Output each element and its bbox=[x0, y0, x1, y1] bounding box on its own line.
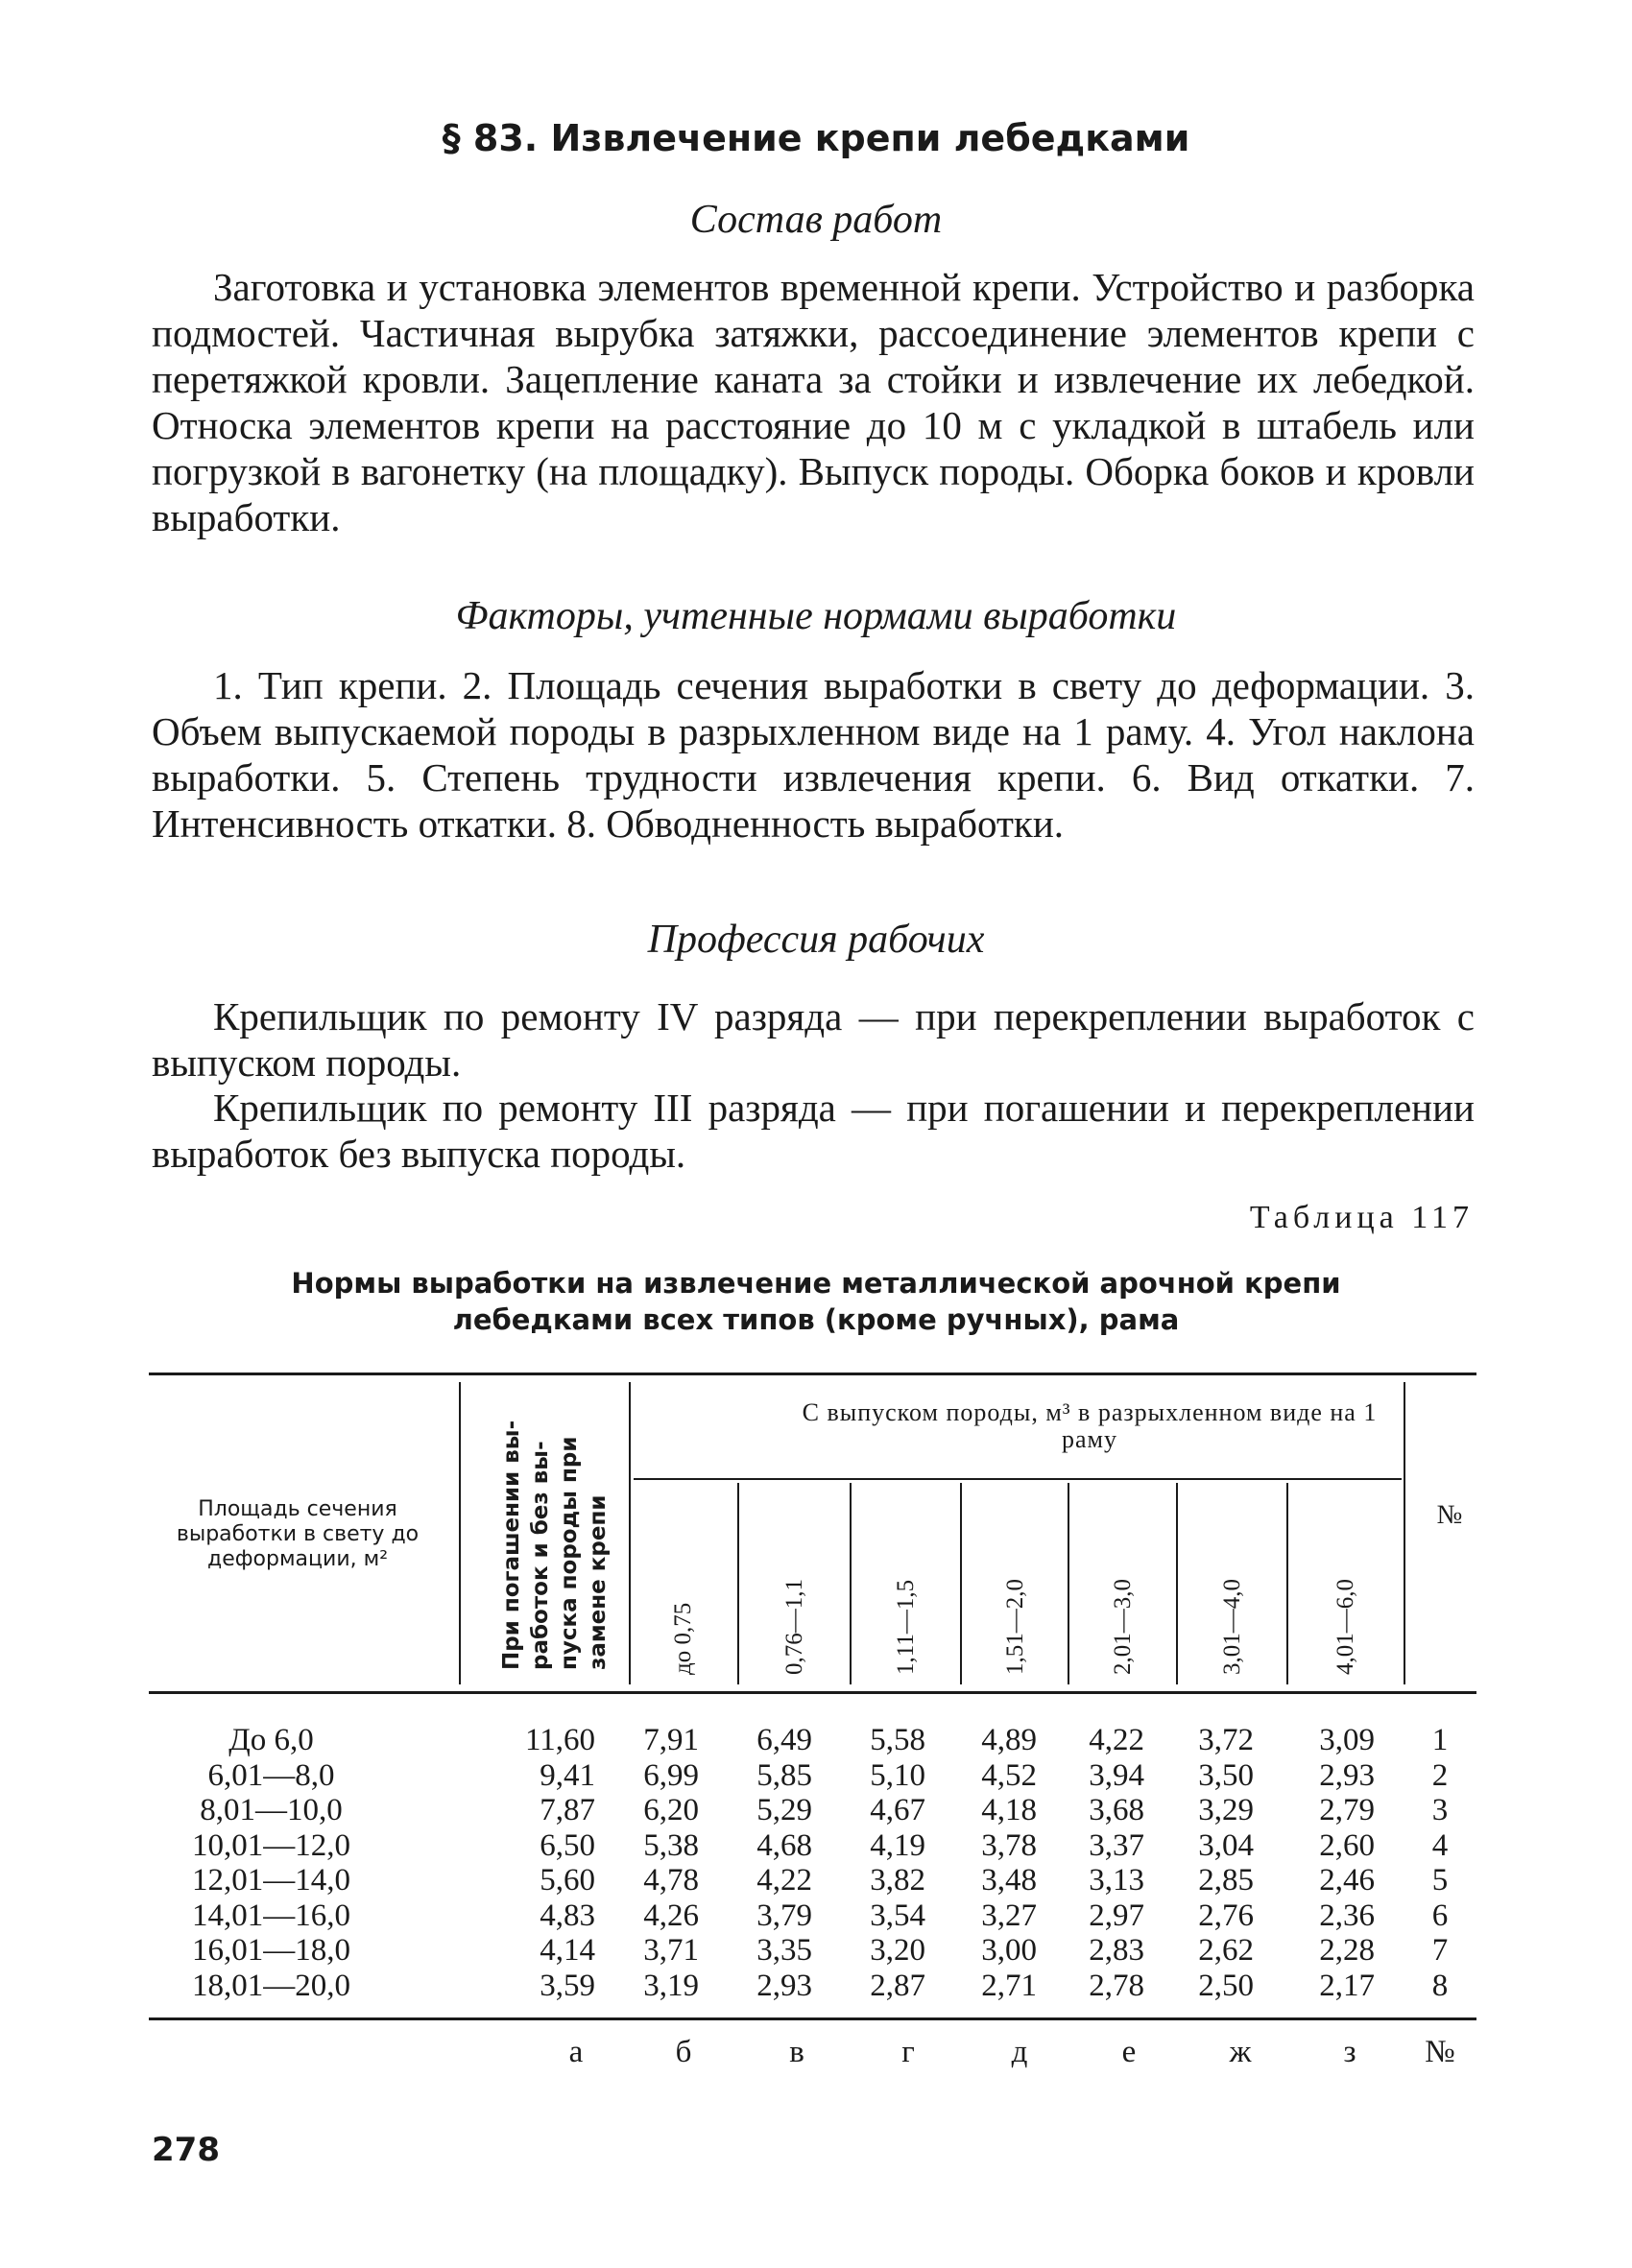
header-no-release-2: работок и без вы- bbox=[528, 1441, 553, 1670]
table-cell: 3,79 bbox=[756, 1898, 812, 1933]
table-cell: 3,04 bbox=[1198, 1827, 1254, 1863]
footer-no: № bbox=[1425, 2035, 1455, 2069]
header-no-release-3: пуска породы при bbox=[557, 1436, 582, 1670]
footer-letter: в bbox=[789, 2035, 804, 2069]
table-cell: 5,38 bbox=[643, 1827, 699, 1863]
table-cell: 3,35 bbox=[756, 1933, 812, 1968]
table-cell: 3,27 bbox=[981, 1898, 1037, 1933]
table-cell: 4,18 bbox=[981, 1793, 1037, 1827]
table-cell: 3,68 bbox=[1089, 1793, 1144, 1827]
table-cell: 5,10 bbox=[870, 1757, 925, 1793]
table-cell: 2,62 bbox=[1198, 1933, 1254, 1968]
table-cell: 3,54 bbox=[870, 1898, 925, 1933]
row-number: 7 bbox=[1431, 1933, 1449, 1968]
table-cell: 3,59 bbox=[540, 1968, 595, 2003]
row-label: До 6,0 bbox=[228, 1723, 314, 1757]
row-label: 6,01—8,0 bbox=[207, 1757, 335, 1793]
footer-letter: а bbox=[568, 2035, 584, 2069]
factors-heading: Факторы, учтенные нормами выработки bbox=[455, 594, 1177, 638]
row-label: 12,01—14,0 bbox=[192, 1863, 350, 1898]
footer-letter: б bbox=[675, 2035, 692, 2069]
footer-letter: д bbox=[1011, 2035, 1028, 2069]
table-cell: 6,49 bbox=[756, 1723, 812, 1757]
row-label: 10,01—12,0 bbox=[192, 1827, 350, 1863]
table-cell: 2,28 bbox=[1319, 1933, 1375, 1968]
footer-letter: г bbox=[901, 2035, 915, 2069]
footer-letter: е bbox=[1121, 2035, 1137, 2069]
table-title-line2: лебедками всех типов (кроме ручных), рама bbox=[452, 1303, 1180, 1336]
table-cell: 3,78 bbox=[981, 1827, 1037, 1863]
table-cell: 5,29 bbox=[756, 1793, 812, 1827]
footer-letter: з bbox=[1343, 2035, 1356, 2069]
col-separator bbox=[737, 1483, 739, 1684]
row-number: 4 bbox=[1431, 1827, 1449, 1863]
table-cell: 2,85 bbox=[1198, 1863, 1254, 1898]
table-cell: 4,68 bbox=[756, 1827, 812, 1863]
col-separator bbox=[1286, 1483, 1288, 1684]
table-cell: 2,46 bbox=[1319, 1863, 1375, 1898]
table-cell: 3,94 bbox=[1089, 1757, 1144, 1793]
composition-heading: Состав работ bbox=[689, 198, 943, 242]
table-cell: 4,78 bbox=[643, 1863, 699, 1898]
profession-heading: Профессия рабочих bbox=[647, 918, 985, 962]
table-header-rule bbox=[149, 1691, 1476, 1694]
table-cell: 3,37 bbox=[1089, 1827, 1144, 1863]
header-no-release-4: замене крепи bbox=[586, 1494, 611, 1670]
table-cell: 2,97 bbox=[1089, 1898, 1144, 1933]
table-cell: 3,48 bbox=[981, 1863, 1037, 1898]
table-bottom-rule bbox=[149, 2017, 1476, 2020]
header-no-release-1: При погашении вы- bbox=[499, 1420, 524, 1670]
table-cell: 5,58 bbox=[870, 1723, 925, 1757]
subcol-header: до 0,75 bbox=[670, 1602, 696, 1675]
table-cell: 6,20 bbox=[643, 1793, 699, 1827]
table-cell: 4,19 bbox=[870, 1827, 925, 1863]
table-cell: 4,89 bbox=[981, 1723, 1037, 1757]
table-cell: 4,22 bbox=[1089, 1723, 1144, 1757]
table-cell: 2,71 bbox=[981, 1968, 1037, 2003]
composition-text: Заготовка и установка элементов временной крепи. Устройство и разборка подмостей. Частичная вырубка затяжки, рассоединение элементов крепи с перетяжкой кровли. Зацепление каната за стойки и извлечение их лебедкой. Относка элементов крепи на расстояние до 10 м с укладкой в штабель или погрузкой в вагонетку (на площадку). Выпуск породы. Оборка боков и кровли выработки. bbox=[152, 265, 1475, 539]
table-cell: 2,79 bbox=[1319, 1793, 1375, 1827]
table-cell: 2,60 bbox=[1319, 1827, 1375, 1863]
col-separator bbox=[1068, 1483, 1069, 1684]
table-cell: 2,50 bbox=[1198, 1968, 1254, 2003]
table-cell: 6,99 bbox=[643, 1757, 699, 1793]
table-cell: 4,67 bbox=[870, 1793, 925, 1827]
table-title bbox=[0, 1265, 1632, 1338]
row-label: 8,01—10,0 bbox=[200, 1793, 343, 1827]
table-cell: 2,83 bbox=[1089, 1933, 1144, 1968]
row-label: 14,01—16,0 bbox=[192, 1898, 350, 1933]
table-cell: 3,29 bbox=[1198, 1793, 1254, 1827]
table-cell: 2,78 bbox=[1089, 1968, 1144, 2003]
profession-text-1: Крепильщик по ремонту IV разряда — при перекреплении выработок с выпуском породы. bbox=[152, 994, 1475, 1085]
table-cell: 2,76 bbox=[1198, 1898, 1254, 1933]
table-cell: 7,91 bbox=[643, 1723, 699, 1757]
table-cell: 4,26 bbox=[643, 1898, 699, 1933]
row-number: 3 bbox=[1431, 1793, 1449, 1827]
subcol-header: 1,11—1,5 bbox=[893, 1579, 919, 1675]
table-cell: 3,20 bbox=[870, 1933, 925, 1968]
row-label: 18,01—20,0 bbox=[192, 1968, 350, 2003]
table-cell: 7,87 bbox=[540, 1793, 595, 1827]
profession-text-2: Крепильщик по ремонту III разряда — при погашении и перекреплении выработок без выпуска породы. bbox=[152, 1086, 1475, 1176]
table-cell: 4,14 bbox=[540, 1933, 595, 1968]
table-cell: 3,09 bbox=[1319, 1723, 1375, 1757]
table-cell: 2,36 bbox=[1319, 1898, 1375, 1933]
table-title-line1: Нормы выработки на извлечение металлической арочной крепи bbox=[291, 1267, 1341, 1300]
table-cell: 3,71 bbox=[643, 1933, 699, 1968]
row-number: 8 bbox=[1431, 1968, 1449, 2003]
table-cell: 3,72 bbox=[1198, 1723, 1254, 1757]
table-cell: 3,13 bbox=[1089, 1863, 1144, 1898]
row-number: 2 bbox=[1431, 1757, 1449, 1793]
page-number: 278 bbox=[152, 2131, 220, 2169]
table-cell: 3,50 bbox=[1198, 1757, 1254, 1793]
table-cell: 4,83 bbox=[540, 1898, 595, 1933]
release-subheader-rule bbox=[634, 1478, 1402, 1480]
col-separator bbox=[629, 1382, 631, 1684]
table-cell: 3,82 bbox=[870, 1863, 925, 1898]
table-label: Таблица 117 bbox=[1249, 1200, 1474, 1235]
subcol-header: 2,01—3,0 bbox=[1110, 1579, 1136, 1675]
section-title: § 83. Извлечение крепи лебедками bbox=[442, 117, 1190, 159]
col-separator bbox=[459, 1382, 461, 1684]
factors-text: 1. Тип крепи. 2. Площадь сечения выработки в свету до деформации. 3. Объем выпускаемой породы в разрыхленном виде на 1 раму. 4. Угол наклона выработки. 5. Степень трудности извлечения крепи. 6. Вид откатки. 7. Интенсивность откатки. 8. Обводненность выработки. bbox=[152, 663, 1475, 846]
row-number: 1 bbox=[1431, 1723, 1449, 1757]
table-cell: 2,17 bbox=[1319, 1968, 1375, 2003]
col-separator bbox=[1176, 1483, 1178, 1684]
table-cell: 2,87 bbox=[870, 1968, 925, 2003]
table-cell: 2,93 bbox=[1319, 1757, 1375, 1793]
table-cell: 11,60 bbox=[524, 1723, 595, 1757]
table-cell: 3,00 bbox=[981, 1933, 1037, 1968]
header-area: Площадь сечения выработки в свету до деформации, м² bbox=[176, 1497, 420, 1571]
table-cell: 9,41 bbox=[540, 1757, 595, 1793]
row-number: 6 bbox=[1431, 1898, 1449, 1933]
row-number: 5 bbox=[1431, 1863, 1449, 1898]
table-cell: 3,19 bbox=[643, 1968, 699, 2003]
col-separator bbox=[850, 1483, 852, 1684]
row-label: 16,01—18,0 bbox=[192, 1933, 350, 1968]
header-release: С выпуском породы, м³ в разрыхленном виде на 1 раму bbox=[802, 1398, 1378, 1453]
table-top-rule bbox=[149, 1373, 1476, 1375]
col-separator bbox=[960, 1483, 962, 1684]
subcol-header: 0,76—1,1 bbox=[781, 1579, 807, 1675]
table-cell: 4,52 bbox=[981, 1757, 1037, 1793]
table-cell: 2,93 bbox=[756, 1968, 812, 2003]
subcol-header: 4,01—6,0 bbox=[1332, 1579, 1358, 1675]
header-no: № bbox=[1436, 1500, 1463, 1530]
table-cell: 5,60 bbox=[540, 1863, 595, 1898]
table-cell: 5,85 bbox=[756, 1757, 812, 1793]
table-cell: 4,22 bbox=[756, 1863, 812, 1898]
table-cell: 6,50 bbox=[540, 1827, 595, 1863]
subcol-header: 3,01—4,0 bbox=[1219, 1579, 1245, 1675]
subcol-header: 1,51—2,0 bbox=[1002, 1579, 1028, 1675]
footer-letter: ж bbox=[1229, 2035, 1252, 2069]
